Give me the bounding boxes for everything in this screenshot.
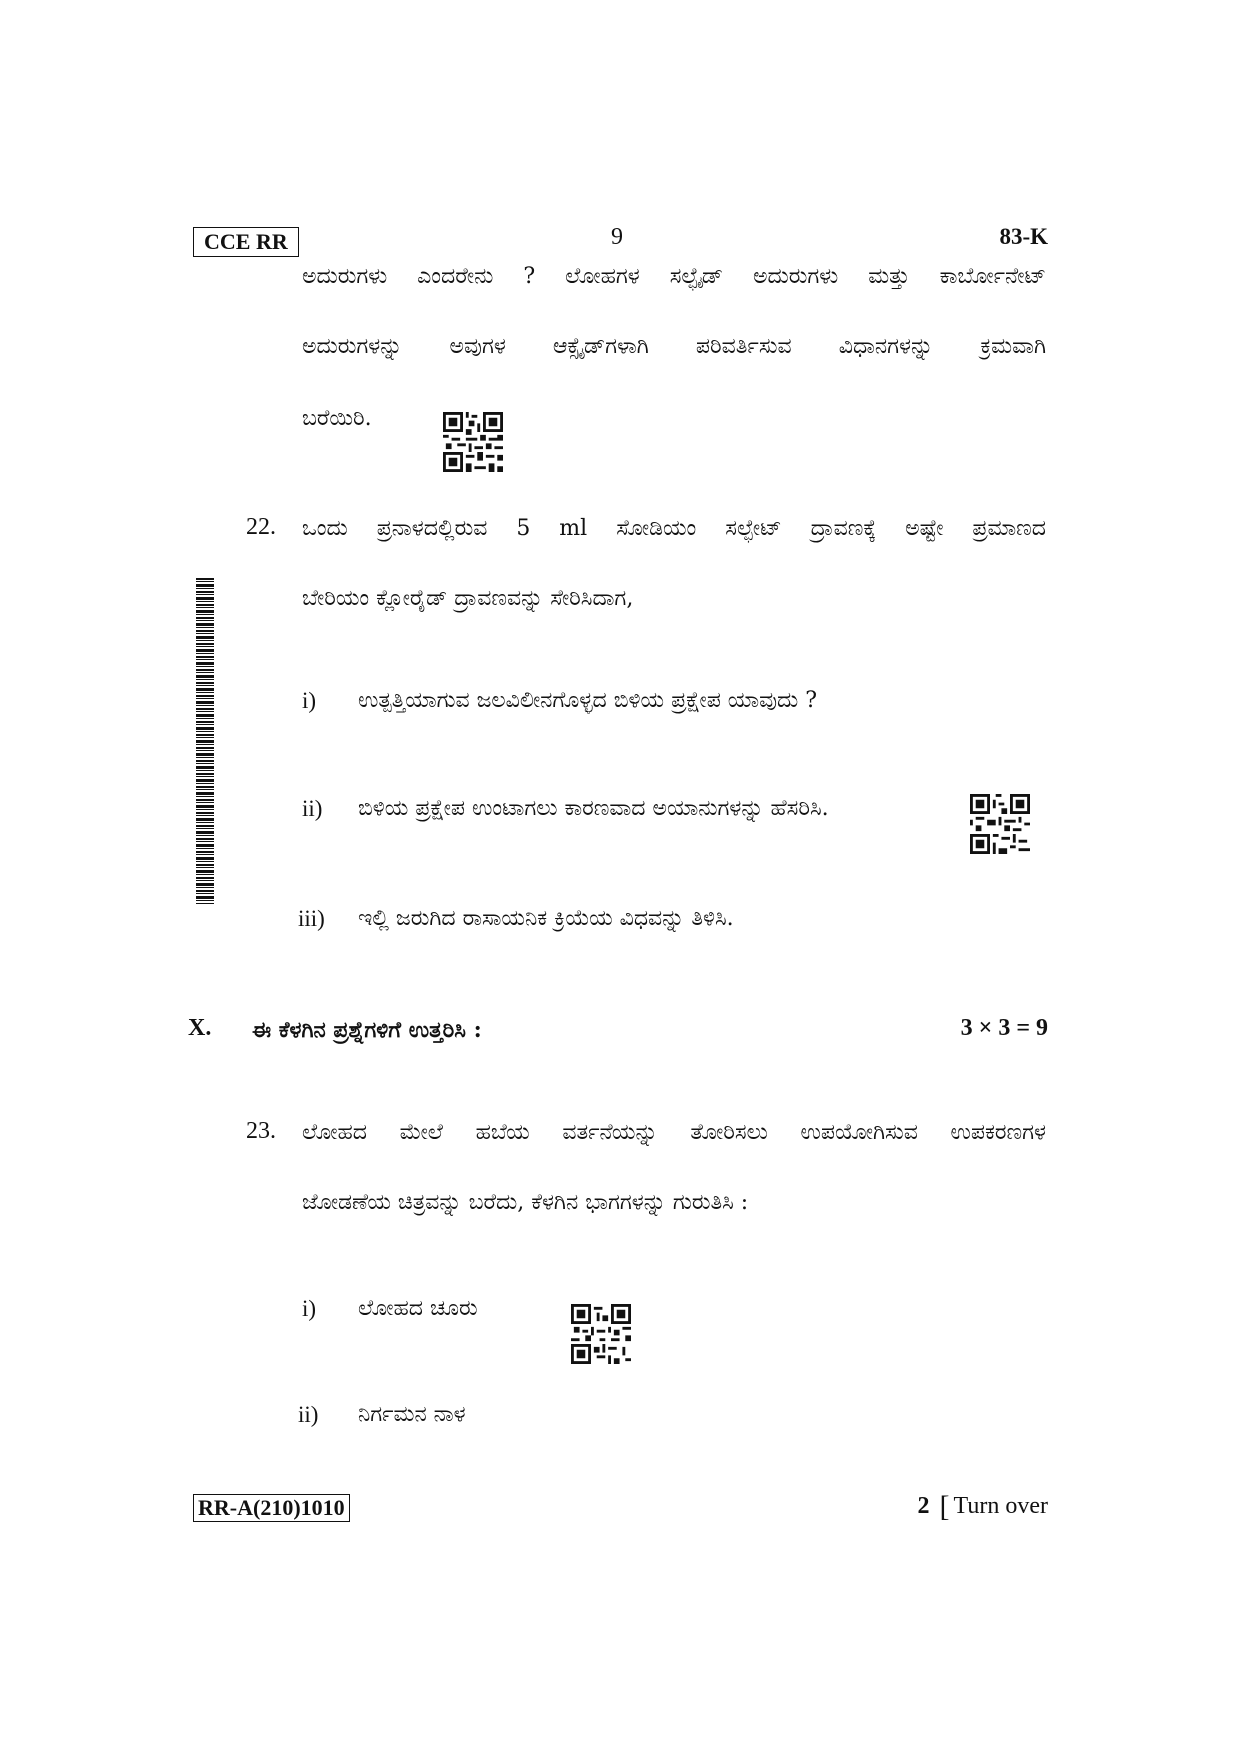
paper-code: 83-K: [999, 224, 1048, 249]
question-number-23: 23.: [246, 1118, 276, 1144]
q23-subpart-text: ಲೋಹದ ಚೂರು: [358, 1296, 478, 1321]
footer-turn-over: [918, 1490, 1048, 1524]
q22-subpart-label: ii): [302, 796, 323, 821]
qr-code-icon: [443, 412, 503, 472]
footer-page-number: 2: [917, 1493, 930, 1519]
barcode: [196, 578, 214, 904]
q22-subpart-text: ಉತ್ಪತ್ತಿಯಾಗುವ ಜಲವಿಲೀನಗೊಳ್ಳದ ಬಿಳಿಯ ಪ್ರಕ್ಷೇಪ ಯಾವುದು ?: [358, 688, 818, 713]
q22-subpart-text: ಬಿಳಿಯ ಪ್ರಕ್ಷೇಪ ಉಂಟಾಗಲು ಕಾರಣವಾದ ಅಯಾನುಗಳನ್ನು ಹೆಸರಿಸಿ.: [358, 796, 829, 821]
q23-subpart-label: i): [302, 1296, 317, 1321]
footer-code-box: RR-A(210)1010: [193, 1494, 350, 1522]
q22-line-1: ಒಂದು ಪ್ರನಾಳದಲ್ಲಿರುವ 5 ml ಸೋಡಿಯಂ ಸಲ್ಫೇಟ್ ದ್ರಾವಣಕ್ಕೆ ಅಷ್ಟೇ ಪ್ರಮಾಣದ: [302, 516, 1046, 541]
section-instruction: ಈ ಕೆಳಗಿನ ಪ್ರಶ್ನೆಗಳಿಗೆ ಉತ್ತರಿಸಿ :: [252, 1017, 482, 1043]
turn-over-label: Turn over: [953, 1493, 1048, 1519]
section-marks: 3 × 3 = 9: [960, 1015, 1048, 1041]
q22-subpart-text: ಇಲ್ಲಿ ಜರುಗಿದ ರಾಸಾಯನಿಕ ಕ್ರಿಯೆಯ ವಿಧವನ್ನು ತಿಳಿಸಿ.: [358, 906, 734, 931]
footer-bracket: [: [939, 1490, 950, 1523]
q21-line-3: ಬರೆಯಿರಿ.: [302, 406, 372, 431]
q22-subpart-label: iii): [298, 906, 325, 931]
section-label: X.: [188, 1015, 212, 1041]
header-code-box: CCE RR: [193, 227, 299, 257]
q23-subpart-text: ನಿರ್ಗಮನ ನಾಳ: [358, 1402, 466, 1427]
page-number: 9: [611, 224, 623, 250]
q22-subpart-label: i): [302, 688, 317, 713]
q23-subpart-label: ii): [298, 1402, 319, 1427]
q23-line-2: ಜೋಡಣೆಯ ಚಿತ್ರವನ್ನು ಬರೆದು, ಕೆಳಗಿನ ಭಾಗಗಳನ್ನು ಗುರುತಿಸಿ :: [302, 1190, 749, 1215]
question-number-22: 22.: [246, 514, 276, 540]
q23-line-1: ಲೋಹದ ಮೇಲೆ ಹಬೆಯ ವರ್ತನೆಯನ್ನು ತೋರಿಸಲು ಉಪಯೋಗಿಸುವ ಉಪಕರಣಗಳ: [302, 1120, 1046, 1145]
q21-line-2: ಅದುರುಗಳನ್ನು ಅವುಗಳ ಆಕ್ಸೈಡ್‌ಗಳಾಗಿ ಪರಿವರ್ತಿಸುವ ವಿಧಾನಗಳನ್ನು ಕ್ರಮವಾಗಿ: [302, 334, 1046, 359]
q22-line-2: ಬೇರಿಯಂ ಕ್ಲೋರೈಡ್ ದ್ರಾವಣವನ್ನು ಸೇರಿಸಿದಾಗ,: [302, 586, 634, 611]
q21-line-1: ಅದುರುಗಳು ಎಂದರೇನು ? ಲೋಹಗಳ ಸಲ್ಫೈಡ್ ಅದುರುಗಳು ಮತ್ತು ಕಾರ್ಬೋನೇಟ್: [302, 264, 1046, 289]
qr-code-icon: [571, 1304, 631, 1364]
qr-code-icon: [970, 794, 1030, 854]
